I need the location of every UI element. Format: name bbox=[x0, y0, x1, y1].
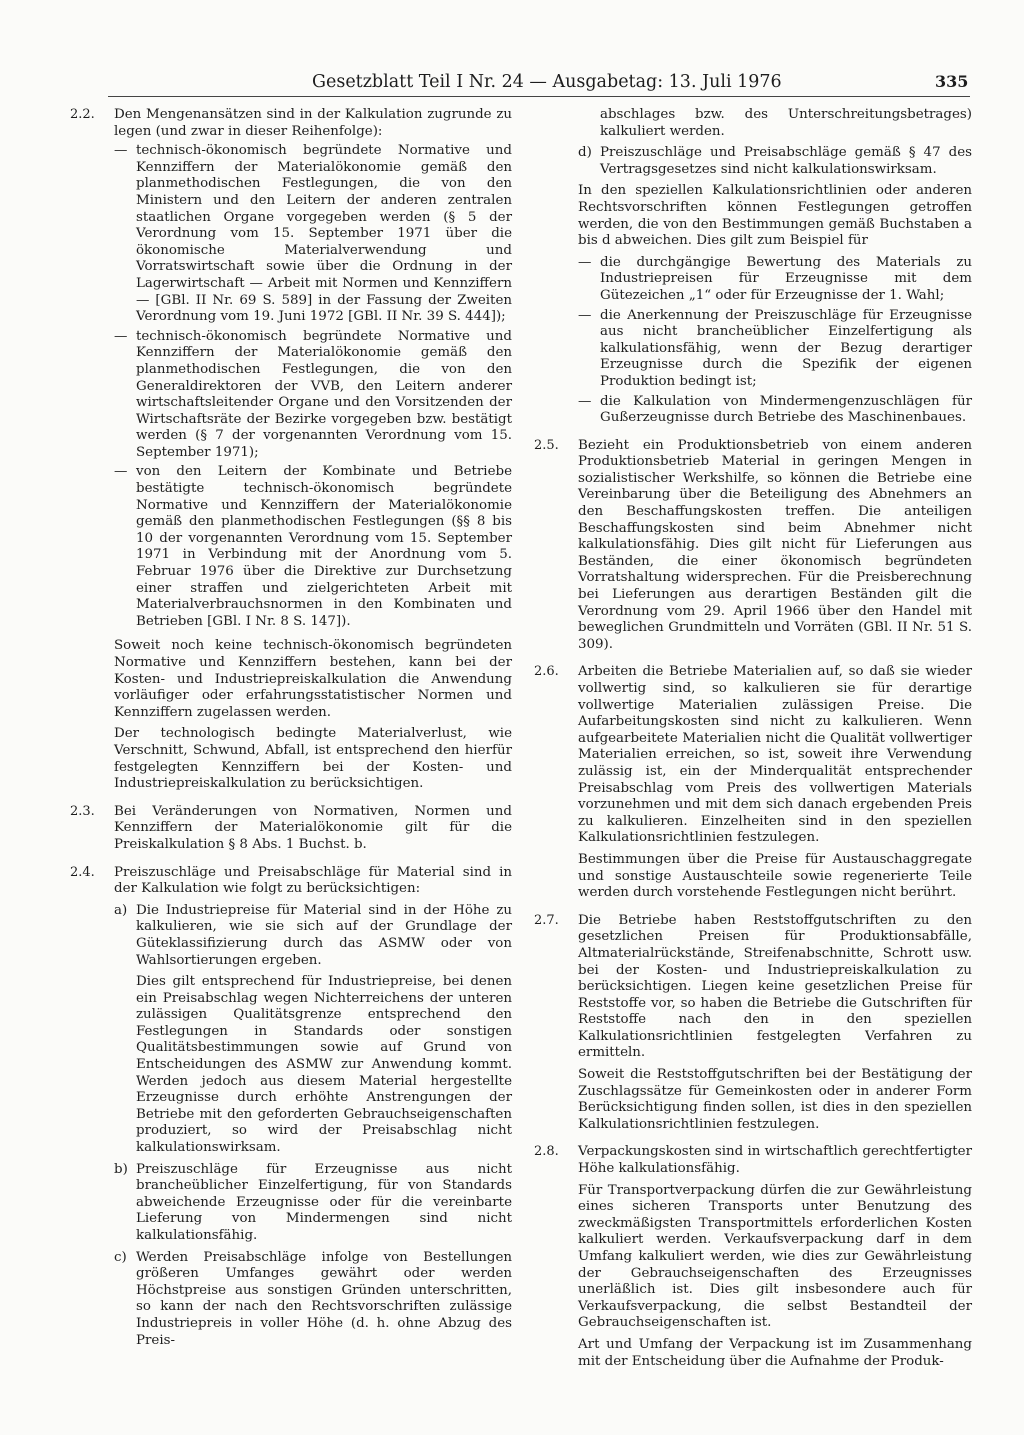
section-2-6 bbox=[528, 664, 972, 901]
section-number: 2.6. bbox=[534, 664, 559, 680]
list-item-text: technisch-ökonomisch begründete Normative und Kennziffern der Materialökonomie gemäß den planmethodischen Festlegungen, die von den Ministern und den Leitern der anderen zentralen staatlichen Organe vorgegeben werden (§ 5 der Verordnung vom 15. September 1971 über die ökonomische Materialverwendung und Vorratswirtschaft sowie über die Ordnung in der Lagerwirtschaft — Arbeit mit Normen und Kennziffern — [GBl. II Nr. 69 S. 589] in der Fassung der Zweiten Verordnung vom 19. Juni 1972 [GBl. II Nr. 39 S. 444]); bbox=[136, 143, 512, 325]
section-number: 2.3. bbox=[70, 803, 95, 819]
list-item-text: von den Leitern der Kombinate und Betriebe bestätigte technisch-ökonomisch begründete Normative und Kennziffern der Materialökonomie gemäß den planmethodischen Festlegungen (§§ 8 bis 10 der vorgenannten Verordnung vom 15. September 1971 in Verbindung mit der Anordnung vom 5. Februar 1976 über die Direktive zur Durchsetzung einer straffen und zielgerichteten Arbeit mit Materialverbrauchsnormen in den Kombinaten und Betrieben [GBl. I Nr. 8 S. 147]). bbox=[136, 464, 512, 629]
section-number: 2.7. bbox=[534, 912, 559, 928]
dash-marker: — bbox=[578, 393, 592, 409]
paragraph: Soweit noch keine technisch-ökonomisch begründeten Normative und Kennziffern bestehen, kann bei der Kosten- und Industriepreiskalkulation die Anwendung vorläufiger oder erfahrungsstatistischer Normen und Kennziffern zugelassen werden. bbox=[114, 638, 512, 720]
paragraph: abschlages bzw. des Unterschreitungsbetrages) kalkuliert werden. bbox=[600, 107, 972, 139]
list-item-c bbox=[114, 1250, 512, 1350]
section-2-5 bbox=[528, 438, 972, 654]
paragraph: Soweit die Reststoffgutschriften bei der Bestätigung der Zuschlagssätze für Gemeinkosten oder in anderer Form Berücksichtigung finden sollen, ist dies in den speziellen Kalkulationsrichtlinien festzulegen. bbox=[578, 1067, 972, 1132]
paragraph: In den speziellen Kalkulationsrichtlinien oder anderen Rechtsvorschriften können Festlegungen getroffen werden, die von den Bestimmungen gemäß Buchstaben a bis d abweichen. Dies gilt zum Beispiel für bbox=[578, 183, 972, 249]
list-item-text: technisch-ökonomisch begründete Normative und Kennziffern der Materialökonomie gemäß den planmethodischen Festlegungen, die von den Generaldirektoren der VVB, den Leitern anderer wirtschaftsleitender Organe und den Vorsitzenden der Wirtschaftsräte der Bezirke vorgegeben bzw. bestätigt werden (§ 7 der vorgenannten Verordnung vom 15. September 1971); bbox=[136, 328, 512, 460]
list-item-text: die Anerkennung der Preiszuschläge für Erzeugnisse aus nicht brancheüblicher Einzelfertigung als kalkulationsfähig, wenn der Bezug derartiger Erzeugnisse durch die Spezifik der eigenen Produktion bedingt ist; bbox=[600, 307, 972, 389]
running-title: Gesetzblatt Teil I Nr. 24 — Ausgabetag: 13. Juli 1976 bbox=[312, 72, 782, 92]
paragraph: Bei Veränderungen von Normativen, Normen und Kennziffern der Materialökonomie gilt für die Preiskalkulation § 8 Abs. 1 Buchst. b. bbox=[114, 803, 512, 852]
paragraph: Dies gilt entsprechend für Industriepreise, bei denen ein Preisabschlag wegen Nichterreichens der unteren zulässigen Qualitätsgrenze entsprechend den Festlegungen in Standards oder sonstigen Qualitätsbestimmungen sowie auf Grund von Entscheidungen des ASMW zur Anwendung kommt. Werden jedoch aus diesem Material hergestellte Erzeugnisse durch erhöhte Anstrengungen der Betriebe mit den geforderten Gebrauchseigenschaften produziert, so wird der Preisabschlag nicht kalkulationswirksam. bbox=[136, 974, 512, 1156]
list-item-text: Preiszuschläge für Erzeugnisse aus nicht brancheüblicher Einzelfertigung, für von Standards abweichende Erzeugnisse oder für die vereinbarte Lieferung von Mindermengen sind nicht kalkulationsfähig. bbox=[136, 1161, 512, 1243]
section-2-7 bbox=[528, 913, 972, 1134]
dash-marker: — bbox=[578, 307, 592, 323]
dash-marker: — bbox=[114, 328, 128, 344]
paragraph: Die Betriebe haben Reststoffgutschriften zu den gesetzlichen Preisen für Produktionsabfälle, Altmaterialrückstände, Streifenabschnitte, Schrott usw. bei der Kosten- und Industriepreiskalkulation zu berücksichtigen. Liegen keine gesetzlichen Preise für Reststoffe vor, so haben die Betriebe die Gutschriften für Reststoffe nach den in den speziellen Kalkulationsrichtlinien festgelegten Verfahren zu ermitteln. bbox=[578, 912, 972, 1061]
list-item bbox=[578, 308, 972, 391]
section-2-2 bbox=[64, 107, 512, 793]
section-number: 2.5. bbox=[534, 437, 559, 453]
section-2-3 bbox=[64, 804, 512, 854]
right-column bbox=[528, 107, 972, 1381]
section-2-8 bbox=[528, 1144, 972, 1370]
list-item bbox=[114, 464, 512, 630]
list-item-text: Preiszuschläge und Preisabschläge gemäß § 47 des Vertragsgesetzes sind nicht kalkulationswirksam. bbox=[600, 145, 972, 177]
page-number: 335 bbox=[935, 72, 969, 91]
list-item-text: die Kalkulation von Mindermengenzuschlägen für Gußerzeugnisse durch Betriebe des Maschinenbaues. bbox=[600, 393, 972, 426]
item-marker: d) bbox=[578, 145, 592, 161]
paragraph: Bestimmungen über die Preise für Austauschaggregate und sonstige Austauschteile sowie regenerierte Teile werden durch vorstehende Festlegungen nicht berührt. bbox=[578, 851, 972, 901]
dash-marker: — bbox=[114, 143, 128, 159]
list-item bbox=[114, 329, 512, 462]
item-marker: a) bbox=[114, 902, 128, 918]
section-number: 2.8. bbox=[534, 1144, 559, 1160]
dash-marker: — bbox=[114, 464, 128, 480]
paragraph: Preiszuschläge und Preisabschläge für Material sind in der Kalkulation wie folgt zu berücksichtigen: bbox=[114, 864, 512, 897]
paragraph: Arbeiten die Betriebe Materialien auf, so daß sie wieder vollwertig sind, so kalkulieren sie für derartige vollwertige Materialien zulässigen Preise. Die Aufarbeitungskosten sind nicht zu kalkulieren. Wenn aufgearbeitete Materialien nicht die Qualität vollwertiger Materialien erreichen, so ist, soweit ihre Verwendung zulässig ist, ein der Minderqualität entsprechender Preisabschlag vom Preis des vollwertigen Materials vorzunehmen und mit dem sich danach ergebenden Preis zu kalkulieren. Einzelheiten sind in den speziellen Kalkulationsrichtlinien festzulegen. bbox=[578, 664, 972, 846]
section-number: 2.4. bbox=[70, 864, 95, 880]
section-2-4 bbox=[64, 865, 512, 1350]
list-item bbox=[114, 143, 512, 326]
paragraph: Bezieht ein Produktionsbetrieb von einem anderen Produktionsbetrieb Material in geringen Mengen in sozialistischer Werkshilfe, so können die Betriebe eine Vereinbarung über die Beteiligung des Abnehmers an den Beschaffungskosten treffen. Die anteiligen Beschaffungskosten sind beim Abnehmer nicht kalkulationsfähig. Dies gilt nicht für Lieferungen aus Beständen, die einer ökonomisch begründeten Vorratshaltung widersprechen. Für die Preisberechnung bei Lieferungen aus derartigen Beständen gilt die Verordnung vom 29. April 1966 über den Handel mit beweglichen Grundmitteln und Vorräten (GBl. II Nr. 51 S. 309). bbox=[578, 437, 972, 652]
list-item-d bbox=[578, 145, 972, 178]
paragraph: Verpackungskosten sind in wirtschaftlich gerechtfertigter Höhe kalkulationsfähig. bbox=[578, 1144, 972, 1177]
header-rule bbox=[108, 96, 970, 97]
item-marker: b) bbox=[114, 1161, 128, 1177]
left-column bbox=[64, 107, 512, 1360]
paragraph: Der technologisch bedingte Materialverlust, wie Verschnitt, Schwund, Abfall, ist entsprechend den hierfür festgelegten Kennziffern bei der Kosten- und Industriepreiskalkulation zu berücksichtigen. bbox=[114, 726, 512, 792]
list-item-b bbox=[114, 1162, 512, 1245]
list-item-text: Die Industriepreise für Material sind in der Höhe zu kalkulieren, wie sie sich auf der Grundlage der Güteklassifizierung durch das ASMW oder von Wahlsortierungen ergeben. bbox=[136, 902, 512, 968]
paragraph: Den Mengenansätzen sind in der Kalkulation zugrunde zu legen (und zwar in dieser Reihenfolge): bbox=[114, 107, 512, 139]
dash-marker: — bbox=[578, 254, 592, 270]
list-item-text: die durchgängige Bewertung des Materials zu Industriepreisen für Erzeugnisse mit dem Gütezeichen „1“ oder für Erzeugnisse der 1. Wahl; bbox=[600, 254, 972, 303]
paragraph: Art und Umfang der Verpackung ist im Zusammenhang mit der Entscheidung über die Aufnahme der Produk- bbox=[578, 1336, 972, 1369]
list-item bbox=[578, 255, 972, 305]
item-marker: c) bbox=[114, 1249, 127, 1265]
section-number: 2.2. bbox=[70, 107, 95, 122]
list-item bbox=[578, 394, 972, 427]
page-header bbox=[0, 70, 1024, 94]
list-item-text: Werden Preisabschläge infolge von Bestellungen größeren Umfanges gewährt oder werden Höchstpreise aus sonstigen Gründen unterschritten, so kann der nach den Rechtsvorschriften zulässige Industriepreis in voller Höhe (d. h. ohne Abzug des Preis- bbox=[136, 1249, 512, 1348]
section-2-4-continued bbox=[528, 107, 972, 427]
list-item-a bbox=[114, 903, 512, 969]
paragraph: Für Transportverpackung dürfen die zur Gewährleistung eines sicheren Transports unter Benutzung des zweckmäßigsten Transportmittels erforderlichen Kosten kalkuliert werden. Verkaufsverpackung darf in dem Umfang kalkuliert werden, wie dies zur Gewährleistung der Gebrauchseigenschaften des Erzeugnisses unerläßlich ist. Dies gilt insbesondere auch für Verkaufsverpackung, die selbst Bestandteil der Gebrauchseigenschaften ist. bbox=[578, 1182, 972, 1331]
